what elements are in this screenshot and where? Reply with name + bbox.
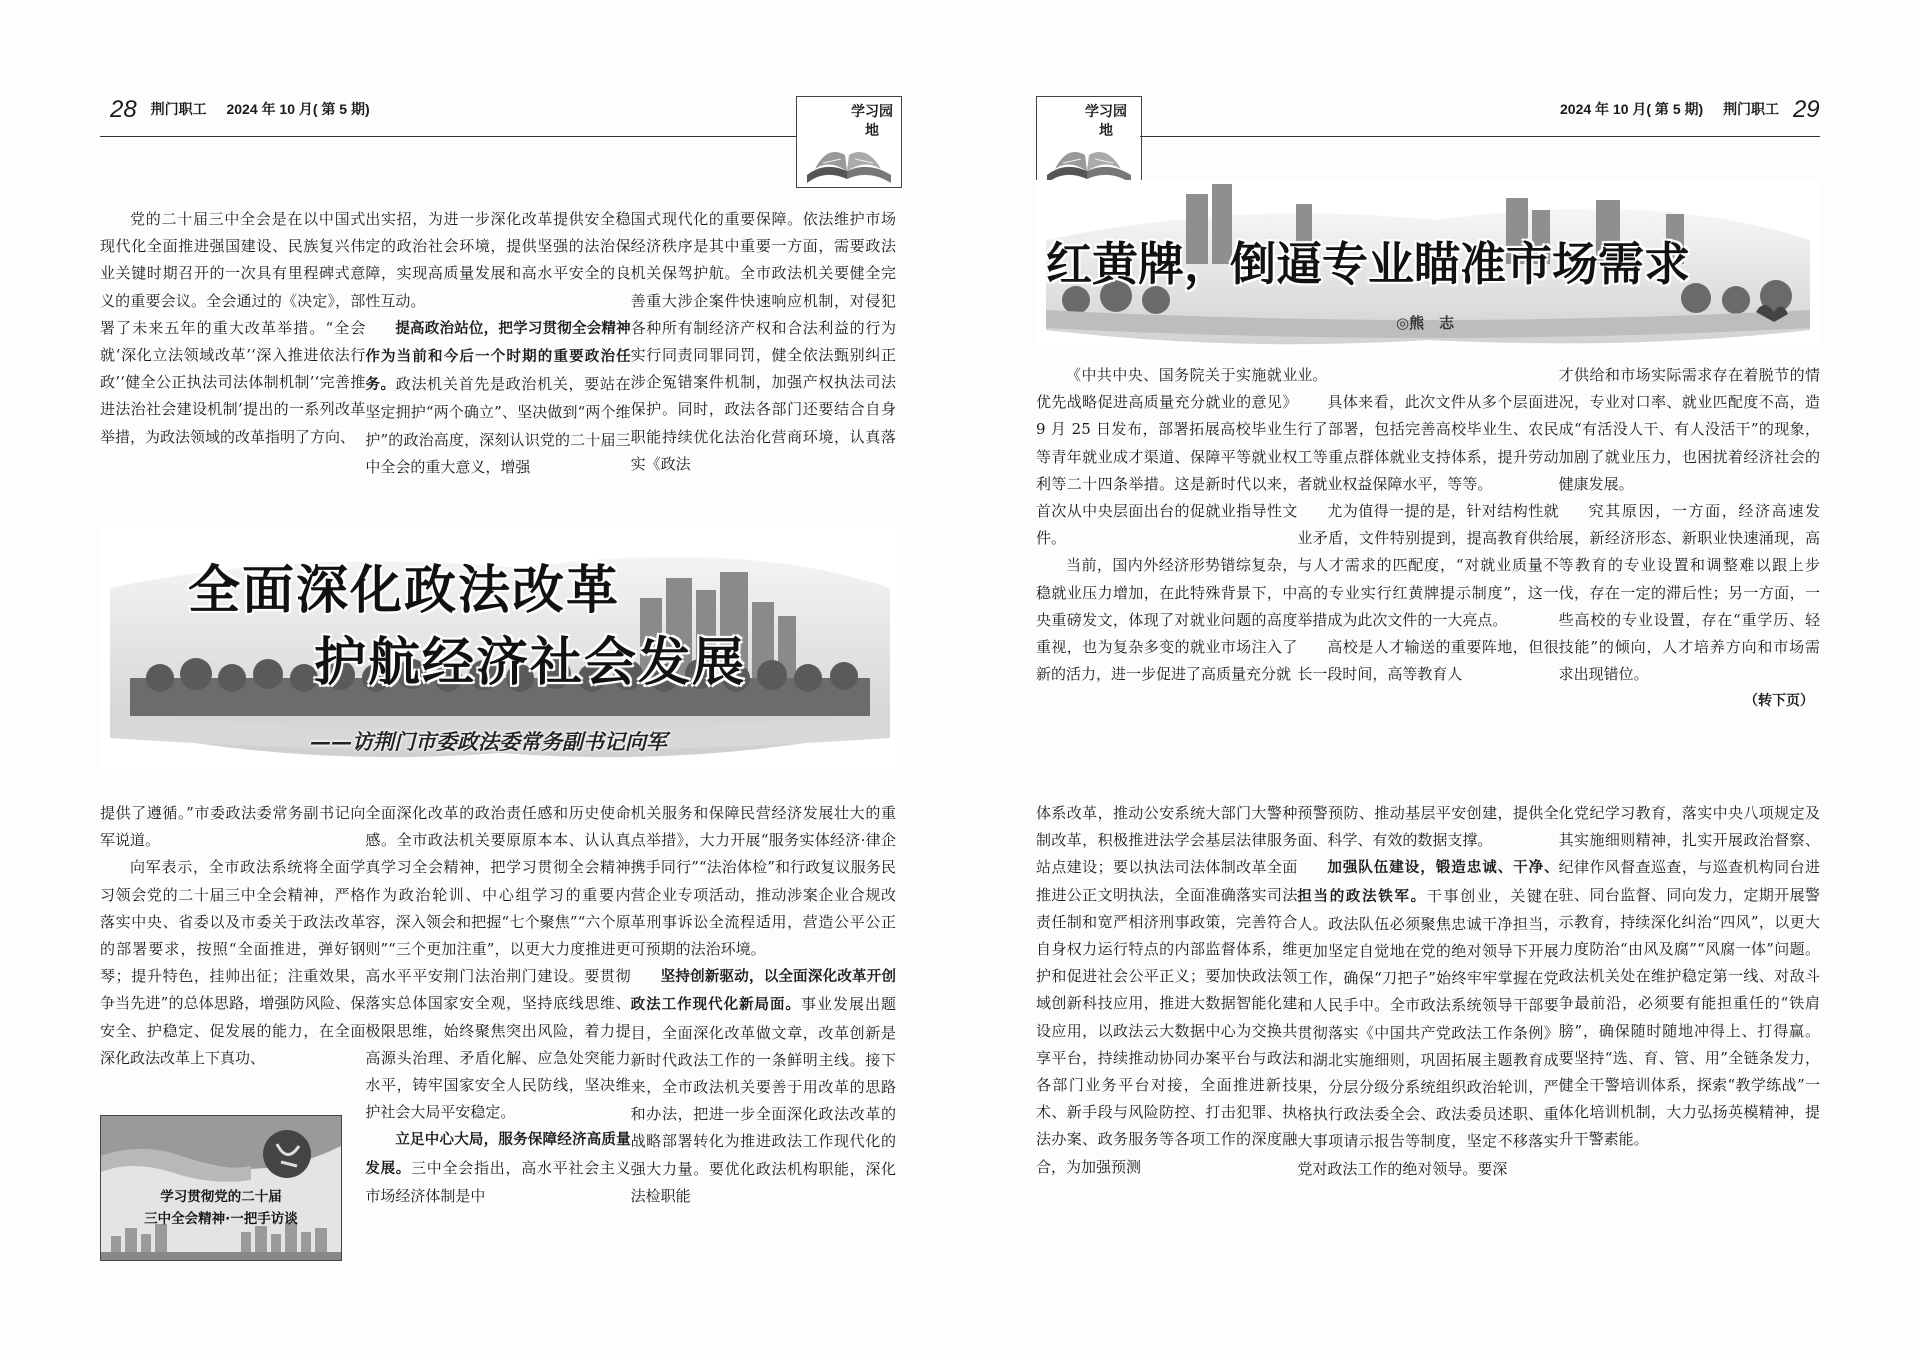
paragraph-text: 三中全会指出，高水平社会主义市场经济体制是中 — [365, 1158, 631, 1205]
publication-name: 荆门职工 — [150, 101, 207, 117]
article-column — [1036, 800, 1297, 1270]
article-title-banner — [100, 528, 896, 768]
article-paragraph — [1036, 800, 1297, 1181]
article-column — [1036, 362, 1297, 762]
article-column — [631, 206, 896, 498]
left-page-header — [100, 96, 370, 124]
paragraph-text: 出实招，为进一步深化改革提供安全稳定的政治社会环境，提供坚强的法治保障，实现高质量发展和高水平安全的良性互动。 — [365, 210, 631, 310]
paragraph-text: 机关服务和保障民营经济发展壮大的重点举措》，大力开展“服务实体经济·律企携手同行”“法治体检”和行政复议服务民营企业专项活动，推动涉案企业合规改革刑事诉讼全流程适用，营造公平公正可预期的法治环境。 — [630, 804, 896, 959]
article-subtitle: ——访荆门市委政法委常务副书记向军 — [310, 729, 667, 754]
paragraph-text: 干事创业，关键在人。政法队伍必须聚焦忠诚干净担当，更加坚定自觉地在党的绝对领导下开展工作，确保“刀把子”始终牢牢掌握在党和人民手中。全市政法系统领导干部要贯彻落实《中国共产党政法工作条例》和湖北实施细则，巩固拓展主题教育成果，分层分级分系统组织政治轮训，严格执行政法委全会、政法委员述职、重大事项请示报告等制度，坚定不移落实党对政法工作的绝对领导。要深 — [1297, 886, 1559, 1178]
paragraph-text: 才供给和市场实际需求存在着脱节的情况，专业对口率、就业匹配度不高，造成“有活没人干、有人没活干”的现象，加剧了就业压力，也困扰着经济社会的健康发展。 — [1558, 366, 1820, 493]
article-paragraph — [1559, 800, 1820, 1154]
article-column — [631, 800, 896, 1270]
article-paragraph — [100, 800, 365, 854]
article-paragraph — [631, 963, 896, 1210]
lead-sentence: 立足中心大局，服务保障经济高质量发展。 — [365, 1132, 631, 1177]
lead-sentence: 加强队伍建设，锻造忠诚、干净、担当的政法铁军。 — [1297, 860, 1559, 905]
article-title-banner — [1036, 180, 1820, 350]
article-column — [365, 800, 630, 1270]
paragraph-text: 尤为值得一提的是，针对结构性就业矛盾，文件特别提到，提高教育供给与人才需求的匹配度，“对就业质量不高的专业实行红黄牌提示制度”，这一举措成为此次文件的一大亮点。 — [1297, 502, 1559, 629]
continued-next-page-note: （转下页） — [1743, 693, 1814, 710]
interview-series-logo — [100, 1115, 342, 1261]
article-paragraph — [1036, 552, 1297, 688]
lead-sentence: 提高政治站位，把学习贯彻全会精神作为当前和今后一个时期的重要政治任务。 — [365, 320, 631, 394]
article-title-line-2: 护航经济社会发展 — [314, 633, 747, 693]
article-paragraph — [1559, 362, 1820, 498]
article-column — [1297, 362, 1558, 762]
paragraph-text: 党的二十届三中全会是在以中国式现代化全面推进强国建设、民族复兴伟业关键时期召开的一次具有里程碑式意义的重要会议。全会通过的《决定》，部署了未来五年的重大改革举措。“全会就‘深化立法领域改革’‘深入推进依法行政’‘健全公正执法司法体制机制’‘完善推进法治社会建设机制’提出的一系列改革举措，为政法领域的改革指明了方向、 — [100, 210, 366, 446]
article-paragraph — [631, 206, 896, 478]
paragraph-text: 《中共中央、国务院关于实施就业优先战略促进高质量充分就业的意见》9 月 25 日发布，部署拓展高校毕业生等青年就业成才渠道、保障平等就业权利等二十四条举措。这是新时代以来，首次从中央层面出台的促就业指导性文件。 — [1036, 366, 1298, 548]
article-paragraph — [100, 206, 365, 451]
article-paragraph — [1297, 800, 1558, 854]
article-paragraph — [1297, 854, 1558, 1182]
article-column — [365, 206, 630, 498]
paragraph-text: 体系改革，推动公安系统大部门大警种制改革，积极推进法学会基层法律服务站点建设；要以执法司法体制改革全面推进公正文明执法，全面准确落实司法责任制和宽严相济刑事政策，完善符合自身权力运行特点的内部监督体系，维护和促进社会公平正义；要加快政法领域创新科技应用，推进大数据智能化建设应用，以政法云大数据中心为交换共享平台，持续推动协同办案平台与政法各部门业务平台对接，全面推进新技术、新手段与风险防控、打击犯罪、执法办案、政务服务等各项工作的深度融合，为加强预测 — [1036, 804, 1298, 1176]
header-rule — [1140, 136, 1820, 137]
article-paragraph — [1297, 634, 1558, 688]
badge-label: 学习园地 — [851, 104, 893, 139]
article-column — [1559, 800, 1820, 1270]
interview-series-line-1: 学习贯彻党的二十届 — [160, 1189, 282, 1205]
page-number: 29 — [1792, 96, 1820, 123]
article-column — [100, 800, 365, 1100]
publication-name: 荆门职工 — [1723, 101, 1780, 117]
article-paragraph — [365, 1126, 630, 1210]
paragraph-text: 当前，国内外经济形势错综复杂，稳就业压力增加，在此特殊背景下，中央重磅发文，体现了对就业问题的高度重视，也为复杂多变的就业市场注入了新的活力，进一步促进了高质量充分就 — [1036, 556, 1298, 684]
article-paragraph — [365, 800, 630, 1126]
paragraph-text: 预警预防、推动基层平安创建，提供全面、科学、有效的数据支撑。 — [1297, 804, 1559, 850]
badge-label: 学习园地 — [1085, 104, 1127, 139]
paragraph-text: 向军表示，全市政法系统将全面学习领会党的二十届三中全会精神，严格落实中央、省委以及市委关于政法改革的部署要求，按照“全面推进，弹好钢琴；提升特色，挂帅出征；注重效果，争当先进”的总体思路，增强防风险、保安全、护稳定、促发展的能力，在全面深化政法改革上下真功、 — [100, 858, 366, 1067]
paragraph-text: 业。 — [1297, 366, 1328, 384]
study-garden-badge — [796, 96, 902, 188]
interview-series-title — [101, 1186, 341, 1230]
paragraph-text: 究其原因，一方面，经济高速发展，新经济形态、新职业快速涌现，高等教育的专业设置和调整难以跟上步伐，存在一定的滞后性；另一方面，一些高校的专业设置，存在“重学历、轻技能”的倾向，人才培养方向和市场需求出现错位。 — [1558, 502, 1820, 684]
article-paragraph — [100, 854, 365, 1072]
article-paragraph — [1297, 389, 1558, 498]
article-paragraph — [1297, 362, 1558, 389]
paragraph-text: 国式现代化的重要保障。依法维护市场经济秩序是其中重要一方面，需要政法机关保驾护航。全市政法机关要健全完善重大涉企案件快速响应机制，对侵犯各种所有制经济产权和合法利益的行为实行同责同罪同罚，健全依法甄别纠正涉企冤错案件机制，加强产权执法司法保护。同时，政法各部门还要结合自身职能持续优化法治化营商环境，认真落实《政法 — [630, 210, 896, 473]
article-column — [1297, 800, 1558, 1270]
open-book-icon — [1041, 125, 1137, 185]
article-paragraph — [631, 800, 896, 963]
article-paragraph — [365, 206, 630, 315]
right-page-header — [1560, 96, 1830, 124]
issue-date: 2024 年 10 月( 第 5 期) — [1560, 101, 1704, 117]
article-column — [100, 206, 365, 498]
paragraph-text: 全面深化改革的政治责任感和历史使命感。全市政法机关要原原本本、认认真真学习全会精神，把学习贯彻全会精神作为政治轮训、中心组学习的重要内容，深入领会和把握“七个聚焦”“六个原则”“三个更加注重”，以更大力度推进更高水平平安荆门法治荆门建设。要贯彻落实总体国家安全观，坚持底线思维、极限思维，始终聚焦突出风险，着力提高源头治理、矛盾化解、应急处突能力水平，铸牢国家安全人民防线，坚决维护社会大局平安稳定。 — [365, 804, 631, 1122]
paragraph-text: 具体来看，此次文件从多个层面进行了部署，包括完善高校毕业生、农民工等重点群体就业支持体系，提升劳动者就业权益保障水平，等等。 — [1297, 393, 1559, 493]
paragraph-text: 事业发展出题目，全面深化改革做文章，改革创新是新时代政法工作的一条鲜明主线。接下来，全市政法机关要善于用改革的思路和办法，把进一步全面深化政法改革的战略部署转化为推进政法工作现代化的强大力量。要优化政法机构职能，深化法检职能 — [630, 995, 896, 1205]
article-title-line-1: 全面深化政法改革 — [188, 561, 621, 621]
article-column — [1559, 362, 1820, 762]
header-rule — [100, 136, 796, 137]
right-lower-columns — [1036, 800, 1820, 1270]
interview-series-line-2: 三中全会精神·一把手访谈 — [144, 1211, 298, 1227]
left-upper-columns — [100, 206, 896, 498]
article-title: 红黄牌，倒逼专业瞄准市场需求 — [1046, 237, 1690, 291]
right-upper-columns — [1036, 362, 1820, 762]
article-paragraph — [1297, 498, 1558, 634]
paragraph-text: 高校是人才输送的重要阵地，但很长一段时间，高等教育人 — [1297, 638, 1559, 684]
paragraph-text: 提供了遵循。”市委政法委常务副书记向军说道。 — [100, 804, 366, 850]
right-page — [960, 0, 1920, 1357]
paragraph-text: 化党纪学习教育，落实中央八项规定及其实施细则精神，扎实开展政治督察、纪律作风督查巡查，与巡查机构同台进驻、同台监督、同向发力，定期开展警示教育，持续深化纠治“四风”，以更大力度防治“由风及腐”“风腐一体”问题。政法机关处在维护稳定第一线、对敌斗争最前沿，必须要有能担重任的“铁肩膀”，确保随时随地冲得上、打得赢。要坚持“选、育、管、用”全链条发力，健全干警培训体系，探索“教学练战”一体化培训机制，大力弘扬英模精神，提升干警素能。 — [1558, 804, 1820, 1149]
page-number: 28 — [110, 96, 137, 123]
study-garden-badge — [1036, 96, 1142, 188]
lead-sentence: 坚持创新驱动，以全面深化改革开创政法工作现代化新局面。 — [630, 969, 896, 1014]
article-paragraph — [1036, 362, 1297, 552]
article-author: ◎熊 志 — [1396, 314, 1455, 332]
open-book-icon — [801, 125, 897, 185]
issue-date: 2024 年 10 月( 第 5 期) — [226, 101, 370, 117]
article-paragraph — [365, 315, 630, 481]
article-paragraph — [1559, 498, 1820, 688]
paragraph-text: 政法机关首先是政治机关，要站在坚定拥护“两个确立”、坚决做到“两个维护”的政治高度，深刻认识党的二十届三中全会的重大意义，增强 — [365, 375, 631, 476]
